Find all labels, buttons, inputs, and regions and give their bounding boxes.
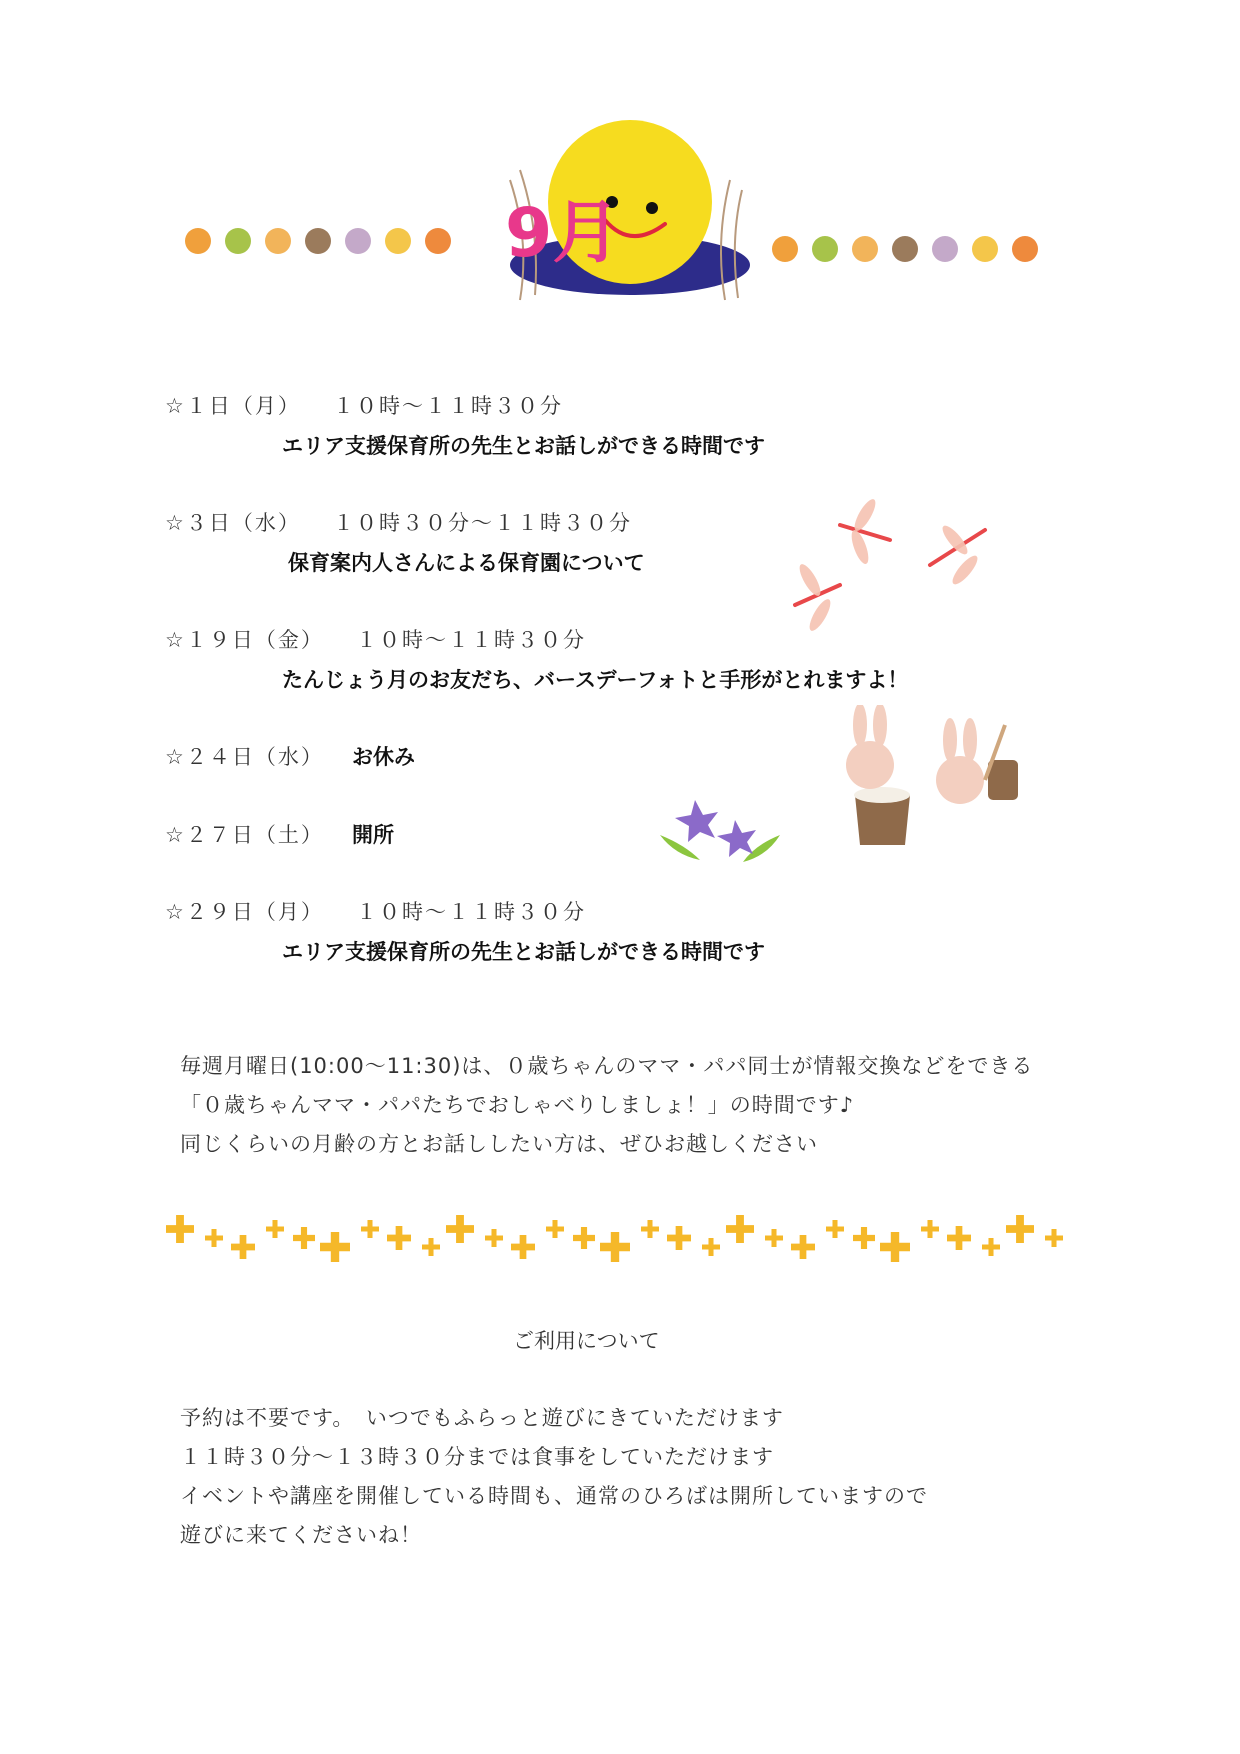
- usage-line: 予約は不要です。 いつでもふらっと遊びにきていただけます: [180, 1406, 784, 1430]
- sparkle-icon: [485, 1229, 503, 1247]
- weekly-note-line: 同じくらいの月齢の方とお話ししたい方は、ぜひお越しください: [180, 1132, 818, 1156]
- schedule-date: ☆２７日（土）: [165, 823, 324, 847]
- sparkle-icon: [573, 1227, 595, 1249]
- decor-dot: [265, 228, 291, 254]
- schedule-time: １０時～１１時３０分: [333, 394, 563, 418]
- schedule-date: ☆３日（水）: [165, 511, 301, 535]
- sparkle-icon: [921, 1220, 939, 1238]
- weekly-note-line: 「０歳ちゃんママ・パパたちでおしゃべりしましょ！」の時間です♪: [180, 1093, 855, 1117]
- decor-dot: [425, 228, 451, 254]
- schedule-date: ☆１９日（金）: [165, 628, 324, 652]
- sparkle-icon: [1006, 1215, 1034, 1243]
- bellflowers-illustration: [655, 790, 785, 870]
- schedule-desc: お休み: [352, 745, 415, 769]
- sparkle-icon: [320, 1232, 350, 1262]
- decor-dot: [305, 228, 331, 254]
- sparkle-icon: [387, 1226, 411, 1250]
- schedule-time: １０時３０分～１１時３０分: [333, 511, 632, 535]
- rabbits-mochi-illustration: [810, 705, 1030, 850]
- sparkle-icon: [826, 1220, 844, 1238]
- schedule-desc: 開所: [352, 823, 394, 847]
- schedule-date: ☆２９日（月）: [165, 900, 324, 924]
- decor-dot: [852, 236, 878, 262]
- sparkle-icon: [702, 1238, 720, 1256]
- schedule-date: ☆２４日（水）: [165, 745, 324, 769]
- decor-dot: [932, 236, 958, 262]
- sparkle-icon: [667, 1226, 691, 1250]
- usage-line: イベントや講座を開催している時間も、通常のひろばは開所していますので: [180, 1484, 928, 1508]
- decor-dot: [385, 228, 411, 254]
- sparkle-icon: [600, 1232, 630, 1262]
- decor-dot: [972, 236, 998, 262]
- sparkle-icon: [422, 1238, 440, 1256]
- month-heading: 9月: [505, 194, 621, 273]
- decor-dot: [772, 236, 798, 262]
- schedule-desc: エリア支援保育所の先生とお話しができる時間です: [282, 434, 765, 458]
- dragonflies-illustration: [780, 485, 1000, 635]
- sparkle-icon: [853, 1227, 875, 1249]
- sparkle-icon: [166, 1215, 194, 1243]
- usage-line: １１時３０分～１３時３０分までは食事をしていただけます: [180, 1445, 774, 1469]
- weekly-note-line: 毎週月曜日(10:00～11:30)は、０歳ちゃんのママ・パパ同士が情報交換などをできる: [180, 1054, 1034, 1078]
- sparkle-icon: [446, 1215, 474, 1243]
- sparkle-icon: [511, 1235, 535, 1259]
- sparkle-divider: [160, 1200, 1080, 1280]
- decor-dot: [185, 228, 211, 254]
- schedule-time: １０時～１１時３０分: [356, 628, 586, 652]
- sparkle-icon: [546, 1220, 564, 1238]
- decor-dot: [812, 236, 838, 262]
- sparkle-icon: [293, 1227, 315, 1249]
- sparkle-icon: [1045, 1229, 1063, 1247]
- sparkle-icon: [947, 1226, 971, 1250]
- decor-dot: [1012, 236, 1038, 262]
- sparkle-icon: [266, 1220, 284, 1238]
- sparkle-icon: [231, 1235, 255, 1259]
- sparkle-icon: [765, 1229, 783, 1247]
- usage-title: ご利用について: [513, 1329, 660, 1353]
- sparkle-icon: [726, 1215, 754, 1243]
- header-dots-right: [772, 236, 1038, 262]
- schedule-desc: エリア支援保育所の先生とお話しができる時間です: [282, 940, 765, 964]
- schedule-desc: たんじょう月のお友だち、バースデーフォトと手形がとれますよ！: [282, 668, 909, 692]
- sparkle-icon: [791, 1235, 815, 1259]
- decor-dot: [345, 228, 371, 254]
- schedule-time: １０時～１１時３０分: [356, 900, 586, 924]
- sparkle-icon: [982, 1238, 1000, 1256]
- decor-dot: [225, 228, 251, 254]
- sparkle-icon: [361, 1220, 379, 1238]
- sparkle-icon: [880, 1232, 910, 1262]
- sparkle-icon: [641, 1220, 659, 1238]
- header-dots-left: [185, 228, 451, 254]
- decor-dot: [892, 236, 918, 262]
- schedule-date: ☆１日（月）: [165, 394, 301, 418]
- sparkle-icon: [205, 1229, 223, 1247]
- schedule-desc: 保育案内人さんによる保育園について: [288, 551, 645, 575]
- usage-line: 遊びに来てくださいね！: [180, 1523, 422, 1547]
